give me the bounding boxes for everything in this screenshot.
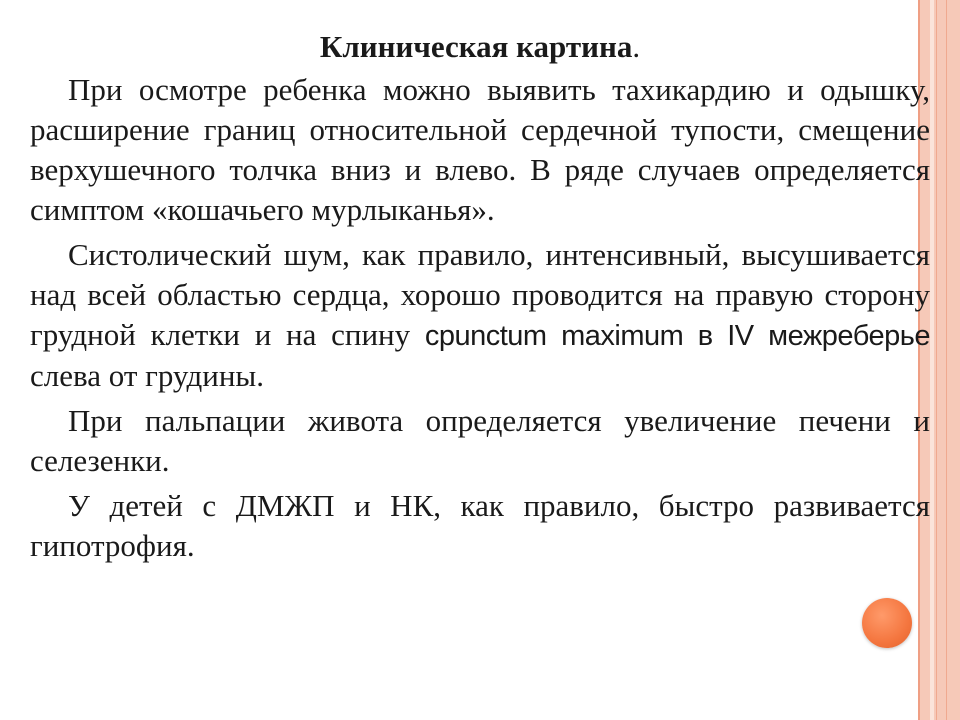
paragraph-examination: При осмотре ребенка можно выявить тахикардию и одышку, расширение границ относительной сердечной тупости, смещение верхушечного толчка вниз и влево. В ряде случаев определяется симптом «кошачьего мурлыканья».: [30, 72, 930, 227]
paragraph-hypotrophy: У детей с ДМЖП и НК, как правило, быстро развивается гипотрофия.: [30, 488, 930, 563]
paragraph-text: слева от грудины.: [30, 358, 264, 393]
paragraph-text-sans: cpunctum maximum в IV межреберье: [424, 320, 930, 352]
slide-title-text: Клиническая картина: [319, 29, 633, 64]
decorative-orange-circle: [862, 598, 912, 648]
decorative-stripe-gap: [930, 0, 934, 720]
decorative-stripe-line: [936, 0, 937, 720]
slide-title: [30, 28, 930, 66]
slide-title-punct: .: [632, 29, 641, 64]
decorative-stripe-line: [946, 0, 947, 720]
paragraph-palpation: При пальпации живота определяется увеличение печени и селезенки.: [30, 403, 930, 478]
paragraph-text: Систолический шум, как правило, интенсивный, высушивается над всей областью сердца, хорошо проводится на правую сторону грудной клетки и на спину: [30, 237, 930, 352]
slide-content: [30, 28, 930, 571]
paragraph-systolic-murmur: [30, 235, 930, 396]
